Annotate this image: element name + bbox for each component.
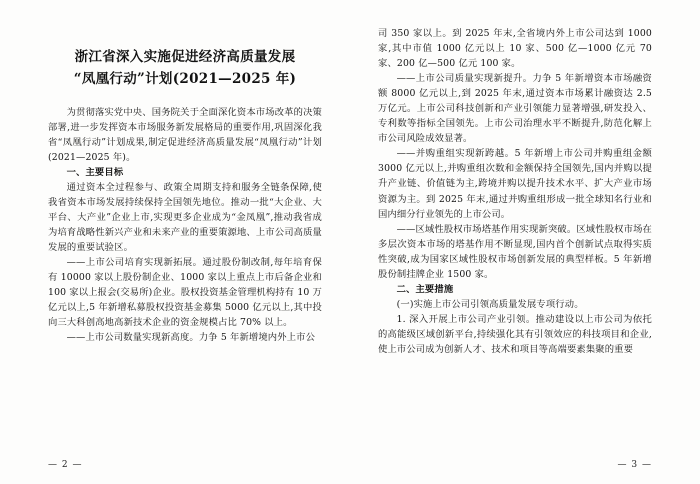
left-page [0, 26, 350, 484]
paragraph: 通过资本全过程参与、政策全周期支持和服务全链条保障,使我省资本市场发展持续保持全国领先地位。推动一批“大企业、大平台、大产业”企业上市,实现更多企业成为“金凤凰”,推动我省成为培育战略性新兴产业和未来产业的重要策源地、上市公司高质量发展的重要试验区。 [48, 181, 322, 253]
paragraph: ——区域性股权市场塔基作用实现新突破。区域性股权市场在多层次资本市场的塔基作用不断显现,国内首个创新试点取得实质性突破,成为国家区域性股权市场创新发展的典型样板。5 年新增股份制挂牌企业 1500 家。 [378, 223, 652, 280]
section-heading-main-goals: 一、主要目标 [66, 166, 124, 178]
paragraph: ——上市公司质量实现新提升。力争 5 年新增资本市场融资额 8000 亿元以上,到 2025 年末,通过资本市场累计融资达 2.5 万亿元。上市公司科技创新和产业引领能力显著增强,研发投入、专利数等指标全国领先。上市公司治理水平不断提升,防范化解上市公司风险成效显著。 [378, 73, 652, 145]
paragraph: 司 350 家以上。到 2025 年末,全省境内外上市公司达到 1000 家,其中市值 1000 亿元以上 10 家、500 亿—1000 亿元 70 家、200 亿—500 亿元 100 家。 [378, 28, 652, 70]
right-column-body [378, 26, 652, 357]
right-page [350, 26, 700, 484]
left-page-number: — 2 — [48, 460, 83, 470]
document-title-line-2: “凤凰行动”计划(2021—2025 年) [73, 71, 297, 88]
left-column-body [48, 105, 322, 346]
section-heading-main-measures: 二、主要措施 [396, 283, 454, 295]
document-title-line-1: 浙江省深入实施促进经济高质量发展 [74, 49, 296, 65]
paragraph: (一)实施上市公司引领高质量发展专项行动。 [396, 298, 584, 310]
paragraph: ——并购重组实现新跨越。5 年新增上市公司并购重组金额 3000 亿元以上,并购重组次数和金额保持全国领先,国内并购以提升产业链、价值链为主,跨境并购以提升技术水平、扩大产业市场资源为主。到 2025 年末,通过并购重组形成一批全球知名行业和国内细分行业领先的上市公司。 [378, 148, 652, 220]
right-page-number: — 3 — [617, 460, 652, 470]
paragraph: 为贯彻落实党中央、国务院关于全面深化资本市场改革的决策部署,进一步发挥资本市场服务新发展格局的重要作用,巩固深化我省“凤凰行动”计划成果,制定促进经济高质量发展“凤凰行动”计划(2021—2025 年)。 [48, 106, 322, 163]
paragraph: 1. 深入开展上市公司产业引领。推动建设以上市公司为依托的高能级区域创新平台,持续强化其有引领效应的科技项目和企业,使上市公司成为创新人才、技术和项目等高端要素集聚的重要 [378, 313, 652, 355]
document-title [48, 46, 322, 91]
paragraph: ——上市公司数量实现新高度。力争 5 年新增境内外上市公 [66, 332, 316, 344]
paragraph: ——上市公司培育实现新拓展。通过股份制改制,每年培育保有 10000 家以上股份制企业、1000 家以上重点上市后备企业和 100 家以上报会(交易所)企业。股权投资基金管理机构持有 10 万亿元以上,5 年新增私募股权投资基金募集 5000 亿元以上,其中投向三大科创高地高新技术企业的资金规模占比 70% 以上。 [48, 257, 322, 329]
